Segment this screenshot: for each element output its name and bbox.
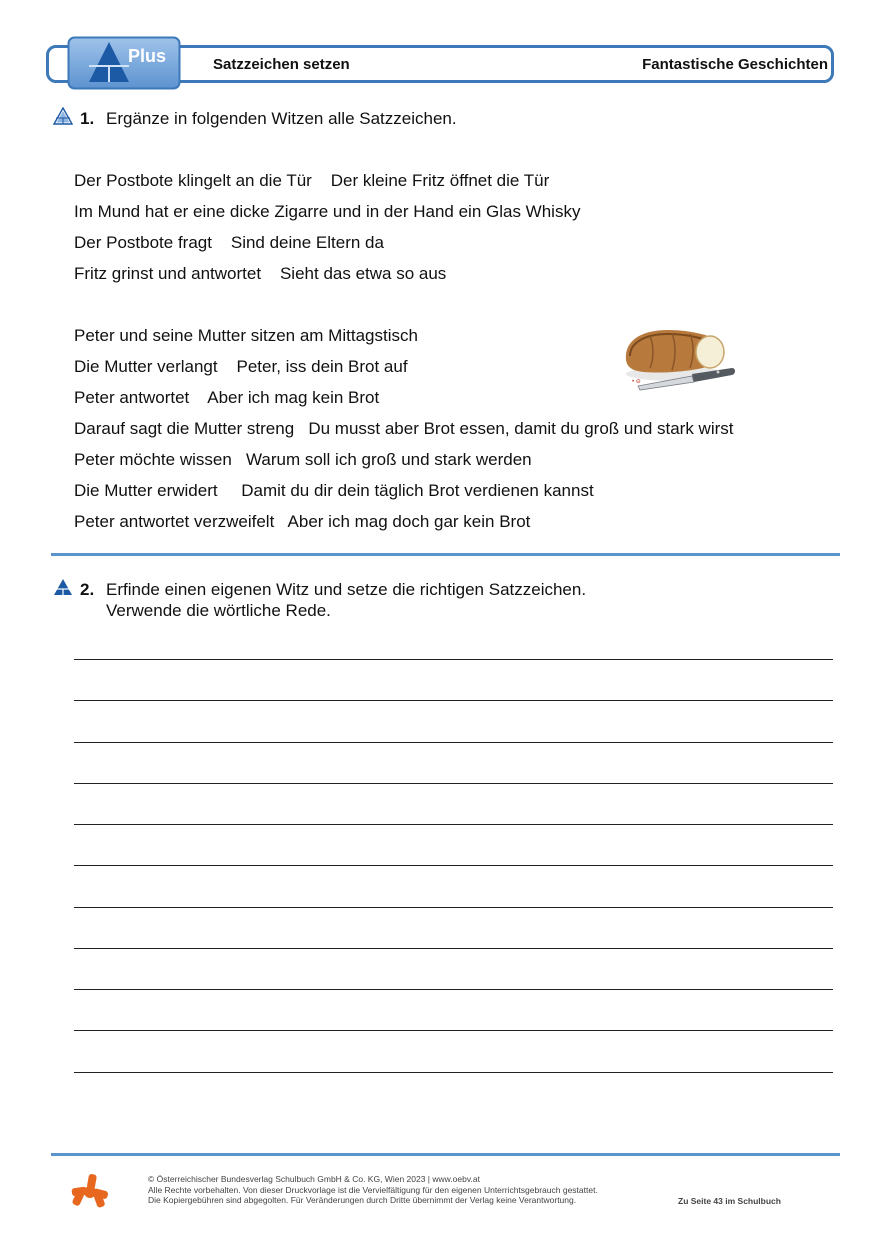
writing-line[interactable] [74,824,833,825]
writing-line[interactable] [74,783,833,784]
svg-text:• ⊖: • ⊖ [632,379,641,385]
chapter-title: Fantastische Geschichten [642,56,828,73]
task-1-number: 1. [80,109,95,128]
writing-line[interactable] [74,907,833,908]
worksheet-title: Satzzeichen setzen [213,56,350,73]
writing-line[interactable] [74,742,833,743]
joke-1-line: Der Postbote fragt Sind deine Eltern da [74,233,384,252]
copyright-notice [148,1174,598,1206]
joke-2-line: Peter möchte wissen Warum soll ich groß und stark werden [74,450,532,469]
footer-divider [51,1153,840,1156]
joke-2-line: Peter antwortet Aber ich mag kein Brot [74,388,380,407]
logo-text: Plus [127,46,167,66]
writing-line[interactable] [74,700,833,701]
joke-2-line: Die Mutter verlangt Peter, iss dein Brot auf [74,357,408,376]
joke-2-line: Darauf sagt die Mutter streng Du musst aber Brot essen, damit du groß und stark wirst [74,419,734,438]
writing-line[interactable] [74,989,833,990]
textbook-page-reference: Zu Seite 43 im Schulbuch [678,1196,781,1206]
copyright-line: Die Kopiergebühren sind abgegolten. Für Veränderungen durch Dritte übernimmt der Verlag keine Verantwortung. [148,1195,577,1205]
writing-line[interactable] [74,1072,833,1073]
joke-1-line: Fritz grinst und antwortet Sieht das etwa so aus [74,264,447,283]
difficulty-triangle-icon [53,107,73,125]
writing-line[interactable] [74,659,833,660]
bread-and-knife-illustration [620,326,740,401]
joke-2-line: Die Mutter erwidert Damit du dir dein täglich Brot verdienen kannst [74,481,594,500]
section-divider [51,553,840,556]
writing-line[interactable] [74,865,833,866]
task-1-instruction: Ergänze in folgenden Witzen alle Satzzeichen. [106,109,457,128]
difficulty-triangle-icon [53,578,73,596]
task-2-instruction-line-2: Verwende die wörtliche Rede. [106,601,331,620]
joke-2-line: Peter antwortet verzweifelt Aber ich mag doch gar kein Brot [74,512,531,531]
writing-line[interactable] [74,1030,833,1031]
plus-logo [67,36,181,90]
joke-2-line: Peter und seine Mutter sitzen am Mittagstisch [74,326,418,345]
writing-line[interactable] [74,948,833,949]
joke-1-line: Der Postbote klingelt an die Tür Der kleine Fritz öffnet die Tür [74,171,550,190]
task-2-instruction-line-1: Erfinde einen eigenen Witz und setze die richtigen Satzzeichen. [106,580,587,599]
copyright-line: Alle Rechte vorbehalten. Von dieser Druckvorlage ist die Vervielfältigung für den eigenen Unterrichtsgebrauch gestattet. [148,1184,598,1195]
joke-1-line: Im Mund hat er eine dicke Zigarre und in der Hand ein Glas Whisky [74,202,581,221]
copyright-line: © Österreichischer Bundesverlag Schulbuch GmbH & Co. KG, Wien 2023 | www.oebv.at [148,1174,480,1184]
task-2-number: 2. [80,580,95,599]
publisher-logo-icon [70,1172,110,1212]
